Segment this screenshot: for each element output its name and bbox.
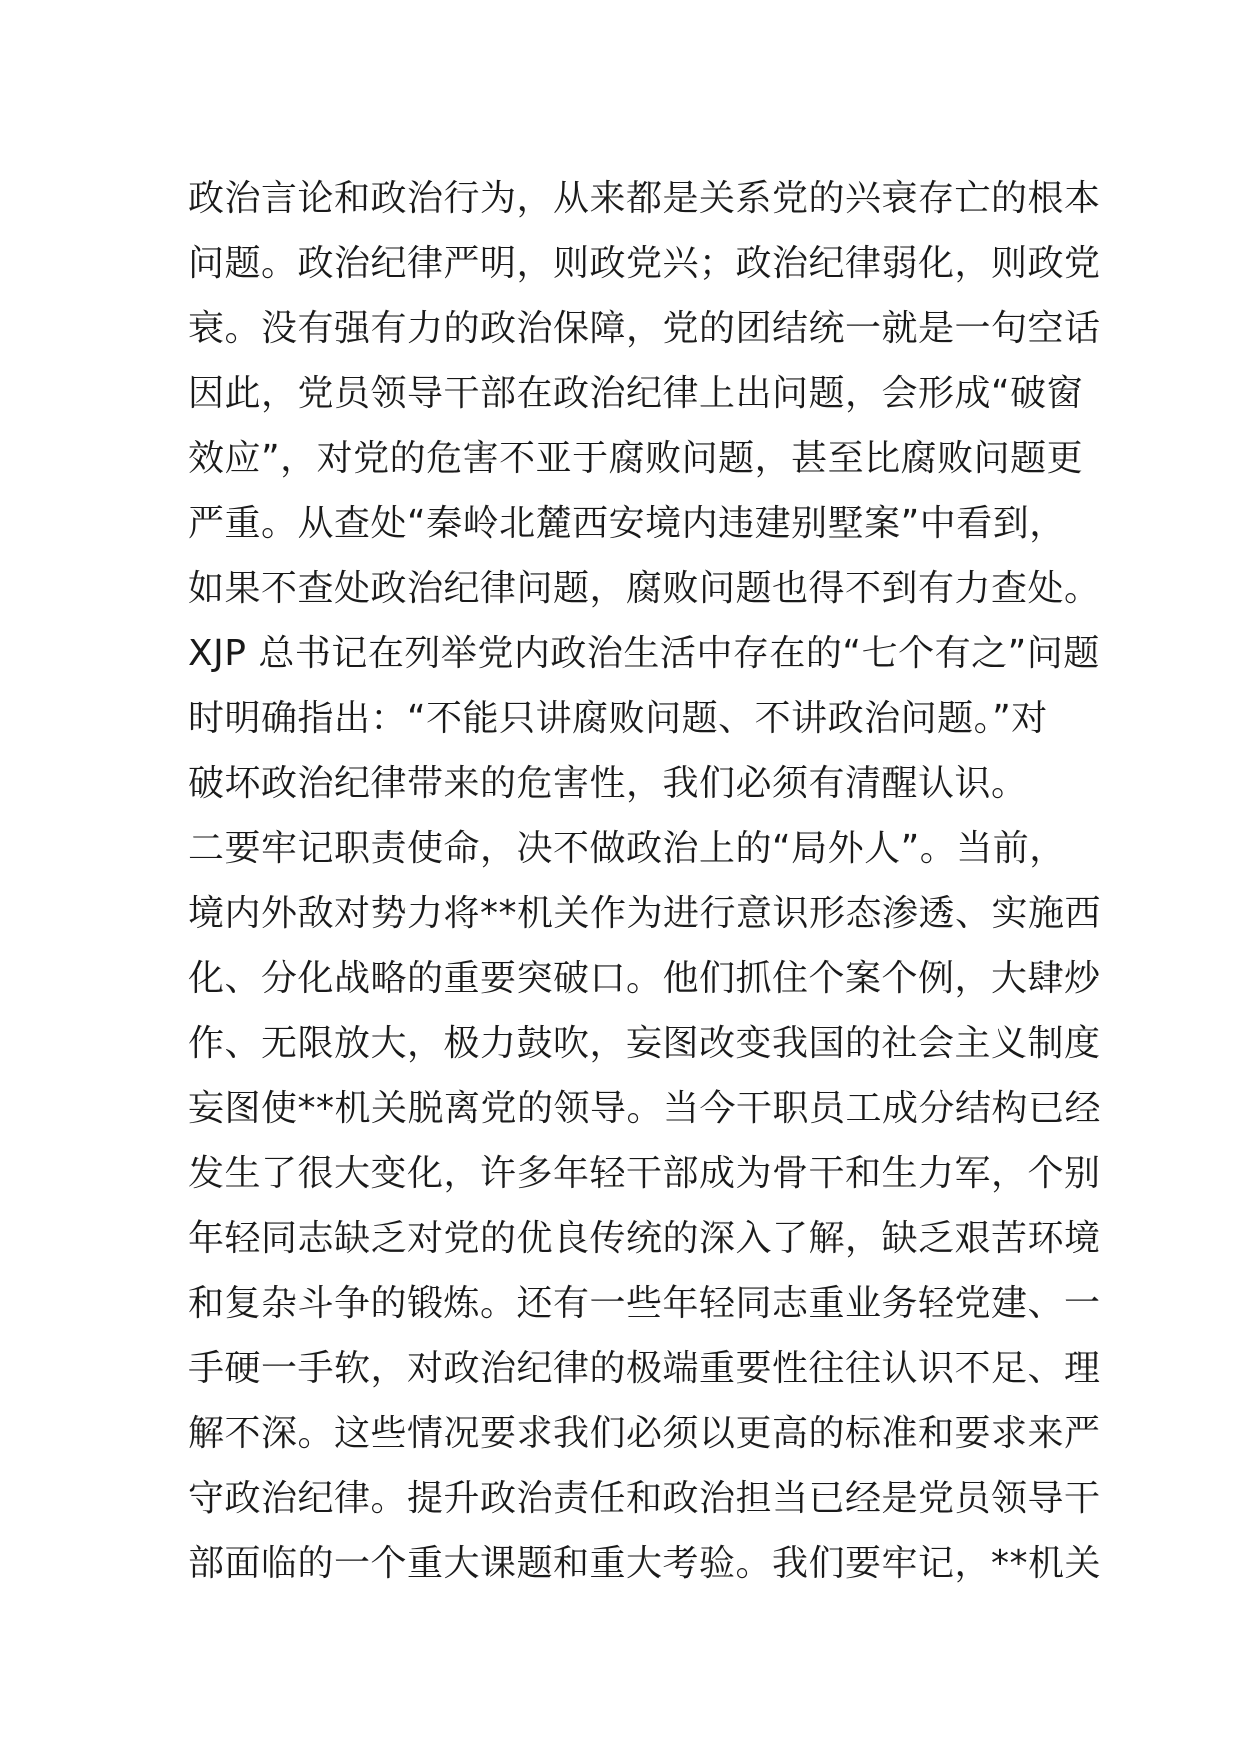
text-line: 政治言论和政治行为，从来都是关系党的兴衰存亡的根本	[188, 178, 1101, 219]
text-line: 年轻同志缺乏对党的优良传统的深入了解，缺乏艰苦环境	[188, 1218, 1101, 1259]
text-line: 解不深。这些情况要求我们必须以更高的标准和要求来严	[188, 1413, 1101, 1454]
text-line: 如果不查处政治纪律问题，腐败问题也得不到有力查处。	[188, 568, 1101, 609]
text-line: 和复杂斗争的锻炼。还有一些年轻同志重业务轻党建、一	[188, 1283, 1101, 1324]
text-line: 发生了很大变化，许多年轻干部成为骨干和生力军，个别	[188, 1153, 1101, 1194]
text-line: 妄图使**机关脱离党的领导。当今干职员工成分结构已经	[188, 1088, 1102, 1129]
text-line: 衰。没有强有力的政治保障，党的团结统一就是一句空话	[188, 308, 1101, 349]
text-line: 部面临的一个重大课题和重大考验。我们要牢记，**机关	[188, 1543, 1102, 1584]
text-line: 作、无限放大，极力鼓吹，妄图改变我国的社会主义制度	[188, 1023, 1101, 1064]
text-line: 二要牢记职责使命，决不做政治上的“局外人”。当前，	[188, 828, 1066, 869]
text-line: 境内外敌对势力将**机关作为进行意识形态渗透、实施西	[188, 893, 1102, 934]
text-line: 手硬一手软，对政治纪律的极端重要性往往认识不足、理	[188, 1348, 1101, 1389]
text-line: 效应”，对党的危害不亚于腐败问题，甚至比腐败问题更	[188, 438, 1084, 479]
text-line: 时明确指出：“不能只讲腐败问题、不讲政治问题。”对	[188, 698, 1048, 739]
body-text	[188, 166, 1102, 1596]
text-line: 化、分化战略的重要突破口。他们抓住个案个例，大肆炒	[188, 958, 1101, 999]
text-line: 破坏政治纪律带来的危害性，我们必须有清醒认识。	[188, 763, 1028, 804]
text-line: 严重。从查处“秦岭北麓西安境内违建别墅案”中看到，	[188, 503, 1066, 544]
text-line: 问题。政治纪律严明，则政党兴；政治纪律弱化，则政党	[188, 243, 1101, 284]
text-line: 守政治纪律。提升政治责任和政治担当已经是党员领导干	[188, 1478, 1101, 1519]
text-line: 因此，党员领导干部在政治纪律上出问题，会形成“破窗	[188, 373, 1084, 414]
text-line: XJP 总书记在列举党内政治生活中存在的“七个有之”问题	[188, 633, 1100, 674]
